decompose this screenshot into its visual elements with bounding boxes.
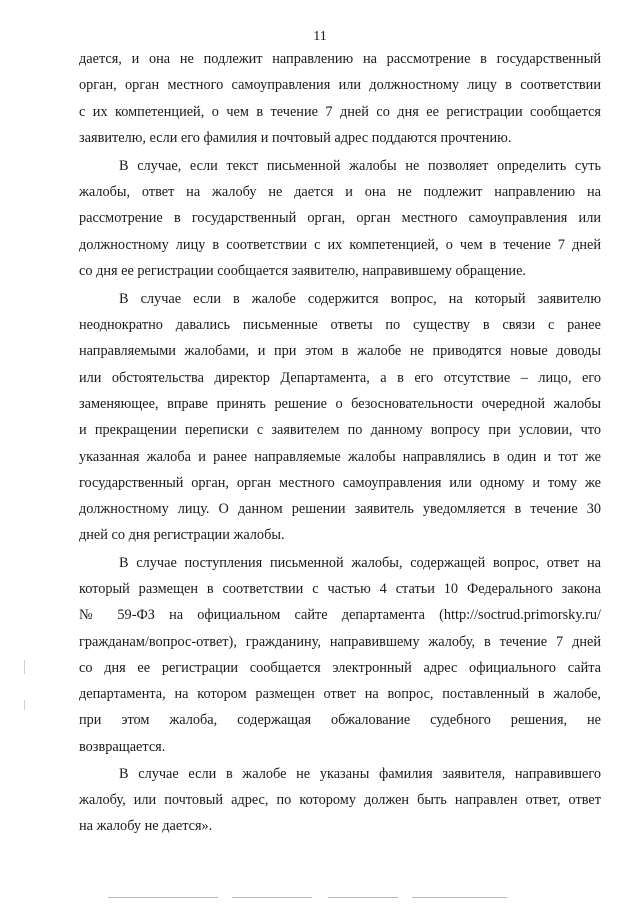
text-line: государственный орган, орган местного самоуправления или одному и тому же — [79, 475, 601, 491]
text-line: дается, и она не подлежит направлению на рассмотрение в государственный — [79, 51, 601, 67]
text-line: В случае, если текст письменной жалобы не позволяет определить суть — [119, 158, 601, 174]
scan-edge-mark — [108, 897, 218, 898]
margin-tick — [24, 660, 25, 674]
text-line: гражданам/вопрос-ответ), гражданину, направившему жалобу, в течение 7 дней — [79, 634, 601, 650]
text-line: заменяющее, вправе принять решение о безосновательности очередной жалобы — [79, 396, 601, 412]
scan-edge-mark — [232, 897, 312, 898]
text-line: В случае если в жалобе не указаны фамилия заявителя, направившего — [119, 766, 601, 782]
text-line: дней со дня регистрации жалобы. — [79, 527, 285, 543]
text-line: и прекращении переписки с заявителем по данному вопросу при условии, что — [79, 422, 601, 438]
text-line: на жалобу не дается». — [79, 818, 213, 834]
text-line: № 59-ФЗ на официальном сайте департамента (http://soctrud.primorsky.ru/ — [79, 607, 601, 623]
text-line: жалобы, ответ на жалобу не дается и она не подлежит направлению на — [79, 184, 601, 200]
text-line: при этом жалоба, содержащая обжалование судебного решения, не — [79, 712, 601, 728]
text-line: заявителю, если его фамилия и почтовый адрес поддаются прочтению. — [79, 130, 512, 146]
page-number: 11 — [313, 29, 327, 44]
scan-edge-mark — [328, 897, 398, 898]
text-line: с их компетенцией, о чем в течение 7 дней со дня ее регистрации сообщается — [79, 104, 601, 120]
text-line: В случае поступления письменной жалобы, содержащей вопрос, ответ на — [119, 555, 601, 571]
text-line: рассмотрение в государственный орган, орган местного самоуправления или — [79, 210, 601, 226]
text-line: указанная жалоба и ранее направляемые жалобы направлялись в один и тот же — [79, 449, 601, 465]
text-line: неоднократно давались письменные ответы по существу в связи с ранее — [79, 317, 601, 333]
text-line: В случае если в жалобе содержится вопрос, на который заявителю — [119, 291, 601, 307]
text-line: должностному лицу. О данном решении заявитель уведомляется в течение 30 — [79, 501, 601, 517]
text-line: жалобу, или почтовый адрес, по которому должен быть направлен ответ, ответ — [79, 792, 601, 808]
text-line: направляемыми жалобами, и при этом в жалобе не приводятся новые доводы — [79, 343, 601, 359]
scan-edge-mark — [412, 897, 507, 898]
text-line: со дня ее регистрации сообщается заявителю, направившему обращение. — [79, 263, 526, 279]
text-line: возвращается. — [79, 739, 166, 755]
text-line: должностному лицу в соответствии с их компетенцией, о чем в течение 7 дней — [79, 237, 601, 253]
text-line: который размещен в соответствии с частью 4 статьи 10 Федерального закона — [79, 581, 601, 597]
text-line: орган, орган местного самоуправления или должностному лицу в соответствии — [79, 77, 601, 93]
margin-tick — [24, 700, 25, 710]
text-line: департамента, на котором размещен ответ на вопрос, поставленный в жалобе, — [79, 686, 601, 702]
text-line: со дня ее регистрации сообщается электронный адрес официального сайта — [79, 660, 601, 676]
text-line: или обстоятельства директор Департамента, а в его отсутствие – лицо, его — [79, 370, 601, 386]
